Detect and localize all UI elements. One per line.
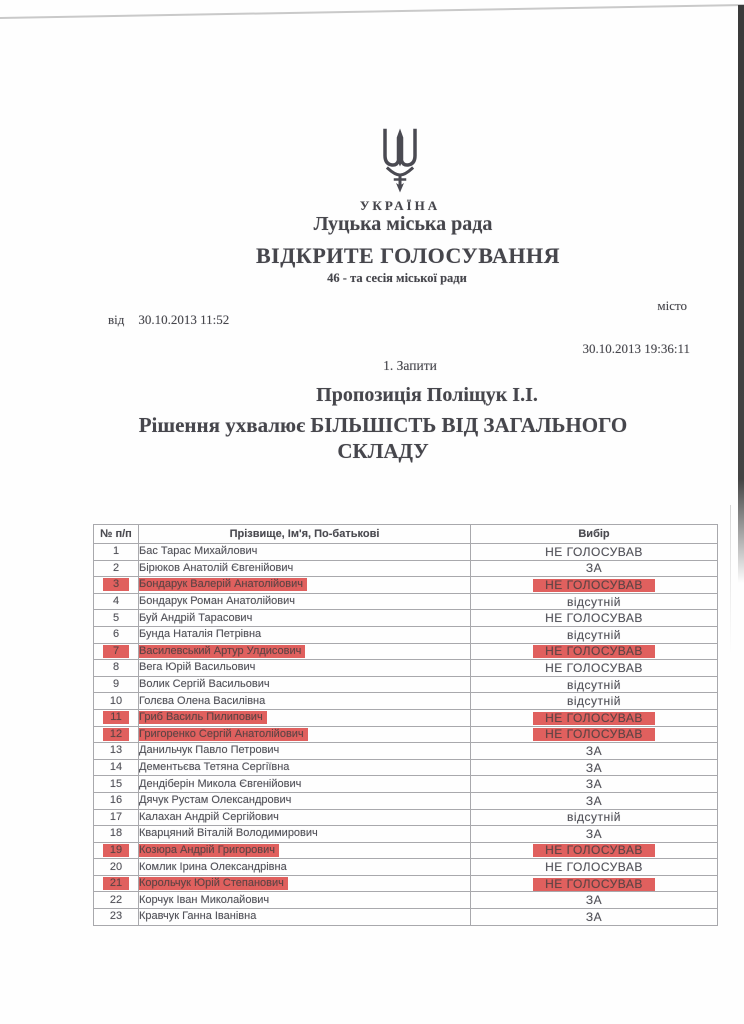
- decision-rule-line2: СКЛАДУ: [337, 439, 429, 463]
- row-number: 23: [109, 910, 123, 923]
- table-row: [94, 809, 718, 826]
- table-row: [94, 626, 718, 643]
- deputy-name: Кварцяний Віталій Володимирович: [139, 827, 318, 840]
- vote-value-cell: [471, 577, 718, 594]
- deputy-name: Гриб Василь Пилипович: [139, 711, 267, 724]
- vote-value-cell: [471, 842, 718, 859]
- row-number-cell: [94, 776, 139, 793]
- row-number: 20: [109, 860, 123, 873]
- row-number: 13: [109, 744, 123, 757]
- vote-value: ЗА: [585, 760, 603, 775]
- table-row: [94, 859, 718, 876]
- row-number: 14: [109, 761, 123, 774]
- table-row: [94, 759, 718, 776]
- vote-datetime: 30.10.2013 11:52: [138, 312, 230, 327]
- deputy-name: Дементьєва Тетяна Сергіївна: [139, 761, 290, 774]
- vote-value: НЕ ГОЛОСУВАВ: [533, 728, 655, 741]
- vote-value-cell: [471, 909, 718, 926]
- deputy-name: Корчук Іван Миколайович: [139, 893, 270, 906]
- agenda-item: 1. Запити: [383, 358, 437, 373]
- table-row: [94, 842, 718, 859]
- vote-value-cell: [471, 676, 718, 693]
- print-timestamp: 30.10.2013 19:36:11: [582, 341, 690, 356]
- table-row: [94, 610, 718, 627]
- vote-value-cell: [471, 875, 718, 892]
- row-number: 9: [112, 678, 120, 691]
- vote-datetime-line: [108, 312, 229, 328]
- deputy-name-cell: [139, 709, 471, 726]
- row-number-cell: [94, 626, 139, 643]
- row-number-cell: [94, 560, 139, 577]
- table-header-vote: Вибір: [471, 525, 718, 544]
- row-number-cell: [94, 593, 139, 610]
- row-number-cell: [94, 892, 139, 909]
- row-number: 12: [103, 728, 129, 741]
- vote-value: НЕ ГОЛОСУВАВ: [545, 860, 643, 875]
- vote-value-cell: [471, 809, 718, 826]
- table-row: [94, 709, 718, 726]
- row-number: 16: [109, 794, 123, 807]
- row-number: 11: [103, 711, 129, 724]
- table-header-row: [94, 525, 718, 544]
- row-number: 19: [103, 844, 129, 857]
- row-number: 17: [109, 810, 123, 823]
- vote-value-cell: [471, 776, 718, 793]
- row-number-cell: [94, 875, 139, 892]
- row-number-cell: [94, 792, 139, 809]
- table-row: [94, 892, 718, 909]
- row-number: 1: [112, 545, 120, 558]
- decision-rule-heading: [11, 412, 744, 464]
- deputy-name-cell: [139, 792, 471, 809]
- table-row: [94, 792, 718, 809]
- vote-value: НЕ ГОЛОСУВАВ: [533, 844, 655, 857]
- table-row: [94, 577, 718, 594]
- row-number-cell: [94, 676, 139, 693]
- deputy-name: Кравчук Ганна Іванівна: [139, 910, 257, 923]
- deputy-name-cell: [139, 826, 471, 843]
- vote-value-cell: [471, 693, 718, 710]
- table-row: [94, 776, 718, 793]
- deputy-name: Бондарук Роман Анатолійович: [139, 595, 296, 608]
- table-row: [94, 693, 718, 710]
- vote-value: ЗА: [585, 909, 603, 924]
- row-number: 6: [112, 628, 120, 641]
- decision-rule-line1: Рішення ухвалює БІЛЬШІСТЬ ВІД ЗАГАЛЬНОГО: [138, 413, 628, 437]
- table-row: [94, 660, 718, 677]
- table-row: [94, 826, 718, 843]
- voting-table: [93, 524, 718, 926]
- deputy-name-cell: [139, 626, 471, 643]
- table-row: [94, 909, 718, 926]
- deputy-name: Бас Тарас Михайлович: [139, 545, 258, 558]
- row-number-cell: [94, 842, 139, 859]
- vote-value: відсутній: [566, 810, 622, 825]
- row-number: 4: [112, 595, 120, 608]
- row-number: 10: [109, 694, 123, 707]
- vote-value-cell: [471, 643, 718, 660]
- scan-top-edge-line: [0, 4, 744, 19]
- table-header-number: № п/п: [94, 525, 139, 544]
- document-title: ВІДКРИТЕ ГОЛОСУВАННЯ: [256, 243, 560, 268]
- proposal-heading: Пропозиція Поліщук І.І.: [316, 384, 538, 406]
- deputy-name-cell: [139, 776, 471, 793]
- deputy-name: Козюра Андрій Григорович: [139, 844, 280, 857]
- table-row: [94, 560, 718, 577]
- from-label: від: [108, 312, 125, 327]
- deputy-name-cell: [139, 593, 471, 610]
- deputy-name: Бондарук Валерій Анатолійович: [139, 578, 308, 591]
- deputy-name-cell: [139, 743, 471, 760]
- vote-value-cell: [471, 859, 718, 876]
- deputy-name: Голєва Олена Василівна: [139, 694, 266, 707]
- deputy-name-cell: [139, 892, 471, 909]
- scan-right-edge-strip: [738, 5, 744, 583]
- deputy-name-cell: [139, 577, 471, 594]
- vote-value: ЗА: [585, 561, 603, 576]
- row-number-cell: [94, 826, 139, 843]
- row-number-cell: [94, 643, 139, 660]
- vote-value-cell: [471, 544, 718, 561]
- deputy-name-cell: [139, 560, 471, 577]
- table-header-name: Прізвище, Ім'я, По-батькові: [139, 525, 471, 544]
- vote-value: ЗА: [585, 826, 603, 841]
- deputy-name-cell: [139, 643, 471, 660]
- table-row: [94, 643, 718, 660]
- row-number: 8: [112, 661, 120, 674]
- deputy-name-cell: [139, 759, 471, 776]
- vote-value: НЕ ГОЛОСУВАВ: [533, 645, 655, 658]
- deputy-name: Бунда Наталія Петрівна: [139, 628, 262, 641]
- row-number-cell: [94, 743, 139, 760]
- session-subtitle: 46 - та сесія міської ради: [327, 271, 467, 285]
- row-number: 21: [103, 877, 129, 890]
- deputy-name-cell: [139, 726, 471, 743]
- deputy-name: Бірюков Анатолій Євгенійович: [139, 561, 294, 574]
- row-number-cell: [94, 610, 139, 627]
- vote-value-cell: [471, 709, 718, 726]
- deputy-name-cell: [139, 859, 471, 876]
- vote-value: ЗА: [585, 743, 603, 758]
- city-label: місто: [657, 298, 687, 313]
- deputy-name-cell: [139, 909, 471, 926]
- vote-value: НЕ ГОЛОСУВАВ: [545, 611, 643, 626]
- row-number-cell: [94, 577, 139, 594]
- vote-value-cell: [471, 610, 718, 627]
- deputy-name-cell: [139, 660, 471, 677]
- deputy-name-cell: [139, 610, 471, 627]
- deputy-name: Калахан Андрій Сергійович: [139, 810, 279, 823]
- row-number-cell: [94, 809, 139, 826]
- row-number-cell: [94, 759, 139, 776]
- table-row: [94, 743, 718, 760]
- vote-value-cell: [471, 726, 718, 743]
- vote-value: відсутній: [566, 594, 622, 609]
- table-row: [94, 676, 718, 693]
- vote-value: НЕ ГОЛОСУВАВ: [533, 878, 655, 891]
- deputy-name-cell: [139, 676, 471, 693]
- deputy-name: Данильчук Павло Петрович: [139, 744, 280, 757]
- table-row: [94, 726, 718, 743]
- row-number: 18: [109, 827, 123, 840]
- table-row: [94, 544, 718, 561]
- vote-value-cell: [471, 626, 718, 643]
- vote-value: відсутній: [566, 677, 622, 692]
- deputy-name-cell: [139, 842, 471, 859]
- deputy-name: Корольчук Юрій Степанович: [139, 877, 288, 890]
- vote-value-cell: [471, 743, 718, 760]
- deputy-name-cell: [139, 544, 471, 561]
- vote-value-cell: [471, 660, 718, 677]
- deputy-name: Вега Юрій Васильович: [139, 661, 256, 674]
- voting-table-body: [94, 544, 718, 926]
- deputy-name: Дячук Рустам Олександрович: [139, 794, 292, 807]
- vote-value: НЕ ГОЛОСУВАВ: [533, 712, 655, 725]
- row-number-cell: [94, 544, 139, 561]
- table-row: [94, 593, 718, 610]
- vote-value-cell: [471, 593, 718, 610]
- vote-value-cell: [471, 826, 718, 843]
- vote-value: ЗА: [585, 777, 603, 792]
- vote-value-cell: [471, 792, 718, 809]
- row-number-cell: [94, 709, 139, 726]
- row-number: 7: [103, 645, 129, 658]
- deputy-name: Григоренко Сергій Анатолійович: [139, 728, 308, 741]
- row-number: 15: [109, 777, 123, 790]
- ukraine-trident-icon: [375, 127, 425, 198]
- row-number-cell: [94, 660, 139, 677]
- vote-value: НЕ ГОЛОСУВАВ: [545, 660, 643, 675]
- deputy-name: Буй Андрій Тарасович: [139, 611, 253, 624]
- vote-value: відсутній: [566, 694, 622, 709]
- vote-value: ЗА: [585, 793, 603, 808]
- table-row: [94, 875, 718, 892]
- deputy-name: Волик Сергій Васильович: [139, 678, 270, 691]
- deputy-name: Василевський Артур Улдисович: [139, 645, 306, 658]
- row-number: 5: [112, 611, 120, 624]
- row-number: 22: [109, 893, 123, 906]
- deputy-name-cell: [139, 809, 471, 826]
- vote-value: ЗА: [585, 893, 603, 908]
- deputy-name: Дендіберін Микола Євгенійович: [139, 777, 302, 790]
- row-number-cell: [94, 726, 139, 743]
- row-number: 3: [103, 578, 129, 591]
- council-name: Луцька міська рада: [313, 213, 493, 235]
- vote-value: відсутній: [566, 627, 622, 642]
- vote-value: НЕ ГОЛОСУВАВ: [533, 579, 655, 592]
- row-number-cell: [94, 859, 139, 876]
- vote-value-cell: [471, 560, 718, 577]
- row-number-cell: [94, 693, 139, 710]
- row-number: 2: [112, 561, 120, 574]
- vote-value-cell: [471, 892, 718, 909]
- deputy-name-cell: [139, 875, 471, 892]
- row-number-cell: [94, 909, 139, 926]
- vote-value-cell: [471, 759, 718, 776]
- vote-value: НЕ ГОЛОСУВАВ: [545, 544, 643, 559]
- scan-right-edge-shadow: [730, 505, 731, 655]
- deputy-name: Комлик Ірина Олександрівна: [139, 860, 287, 873]
- deputy-name-cell: [139, 693, 471, 710]
- country-label: УКРАЇНА: [359, 198, 441, 213]
